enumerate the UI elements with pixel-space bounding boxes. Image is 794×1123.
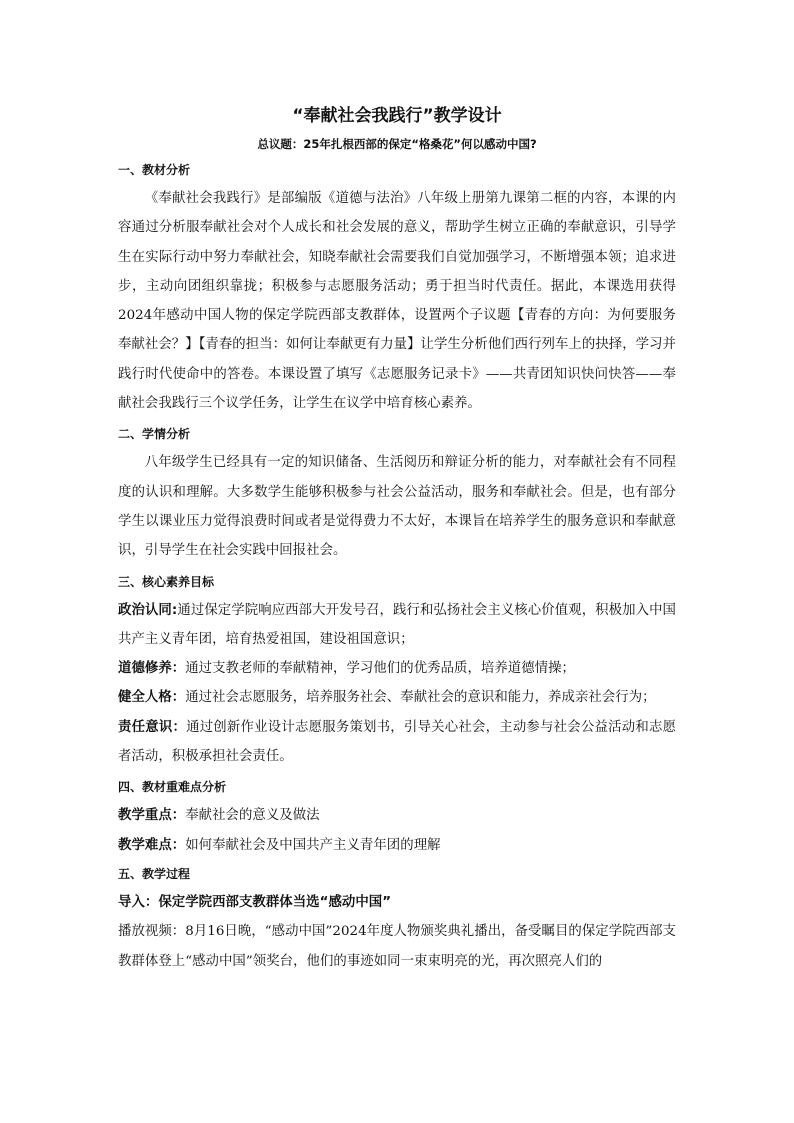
goal-moral-cultivation xyxy=(118,654,676,683)
focus-label: 教学重点： xyxy=(118,808,186,824)
intro-line xyxy=(118,888,676,917)
goal-label: 道德修养： xyxy=(118,661,186,677)
goal-text: 通过支教老师的奉献精神，学习他们的优秀品质，培养道德情操； xyxy=(185,661,575,677)
section-heading: 三、核心素养目标 xyxy=(118,574,215,589)
section-student-analysis xyxy=(118,420,676,565)
section-heading: 二、学情分析 xyxy=(118,427,191,442)
video-label: 播放视频： xyxy=(118,924,186,940)
intro-label: 导入：保定学院西部支教群体当选“感动中国” xyxy=(118,894,392,910)
section-body: 《奉献社会我践行》是部编版《道德与法治》八年级上册第九课第二框的内容，本课的内容通过分析服奉献社会对个人成长和社会发展的意义，帮助学生树立正确的奉献意识，引导学生在实际行动中努力奉献社会，知晓奉献社会需要我们自觉加强学习，不断增强本领；追求进步，主动向团组织靠拢；积极参与志愿服务活动；勇于担当时代责任。据此，本课选用获得2024年感动中国人物的保定学院西部支教群体，设置两个子议题【青春的方向：为何要服务奉献社会？】【青春的担当：如何让奉献更有力量】让学生分析他们西行列车上的抉择，学习并践行时代使命中的答卷。本课设置了填写《志愿服务记录卡》——共青团知识快问快答——奉献社会我践行三个议学任务，让学生在议学中培育核心素养。 xyxy=(118,191,676,412)
section-key-difficult-points xyxy=(118,773,676,860)
teaching-focus xyxy=(118,801,676,830)
focus-text: 奉献社会的意义及做法 xyxy=(185,808,320,824)
section-textbook-analysis xyxy=(118,156,676,418)
video-text: 8月16日晚，“感动中国”2024年度人物颁奖典礼播出，备受瞩目的保定学院西部支教群体登上“感动中国”领奖台，他们的事迹如同一束束明亮的光，再次照亮人们的 xyxy=(118,924,676,969)
section-body: 八年级学生已经具有一定的知识储备、生活阅历和辩证分析的能力，对奉献社会有不同程度的认识和理解。大多数学生能够积极参与社会公益活动，服务和奉献社会。但是，也有部分学生以课业压力觉得浪费时间或者是觉得费力不太好，本课旨在培养学生的服务意识和奉献意识，引导学生在社会实践中回报社会。 xyxy=(118,455,676,559)
section-heading: 一、教材分析 xyxy=(118,163,191,177)
section-heading: 四、教材重难点分析 xyxy=(118,780,227,795)
teaching-difficulty xyxy=(118,831,676,860)
goal-label: 责任意识： xyxy=(118,719,187,735)
document-page xyxy=(118,100,676,976)
goal-label: 政治认同: xyxy=(118,602,178,618)
document-title: “奉献社会我践行”教学设计 xyxy=(292,106,502,126)
section-teaching-process xyxy=(118,860,676,976)
goal-political-identity xyxy=(118,596,676,655)
section-core-literacy-goals xyxy=(118,568,676,772)
goal-text: 通过保定学院响应西部大开发号召，践行和弘扬社会主义核心价值观，积极加入中国共产主义青年团，培育热爱祖国，建设祖国意识； xyxy=(118,602,676,647)
section-heading: 五、教学过程 xyxy=(118,866,191,881)
document-subtitle: 总议题：25年扎根西部的保定“格桑花”何以感动中国? xyxy=(257,137,537,151)
goal-text: 通过社会志愿服务，培养服务社会、奉献社会的意识和能力，养成亲社会行为； xyxy=(185,690,656,706)
goal-text: 通过创新作业设计志愿服务策划书，引导关心社会，主动参与社会公益活动和志愿者活动，积极承担社会责任。 xyxy=(118,719,677,765)
goal-responsibility xyxy=(118,713,676,772)
goal-sound-personality xyxy=(118,683,676,712)
difficulty-label: 教学难点： xyxy=(118,837,186,853)
difficulty-text: 如何奉献社会及中国共产主义青年团的理解 xyxy=(185,837,441,853)
goal-label: 健全人格： xyxy=(118,690,186,706)
video-paragraph xyxy=(118,917,676,976)
